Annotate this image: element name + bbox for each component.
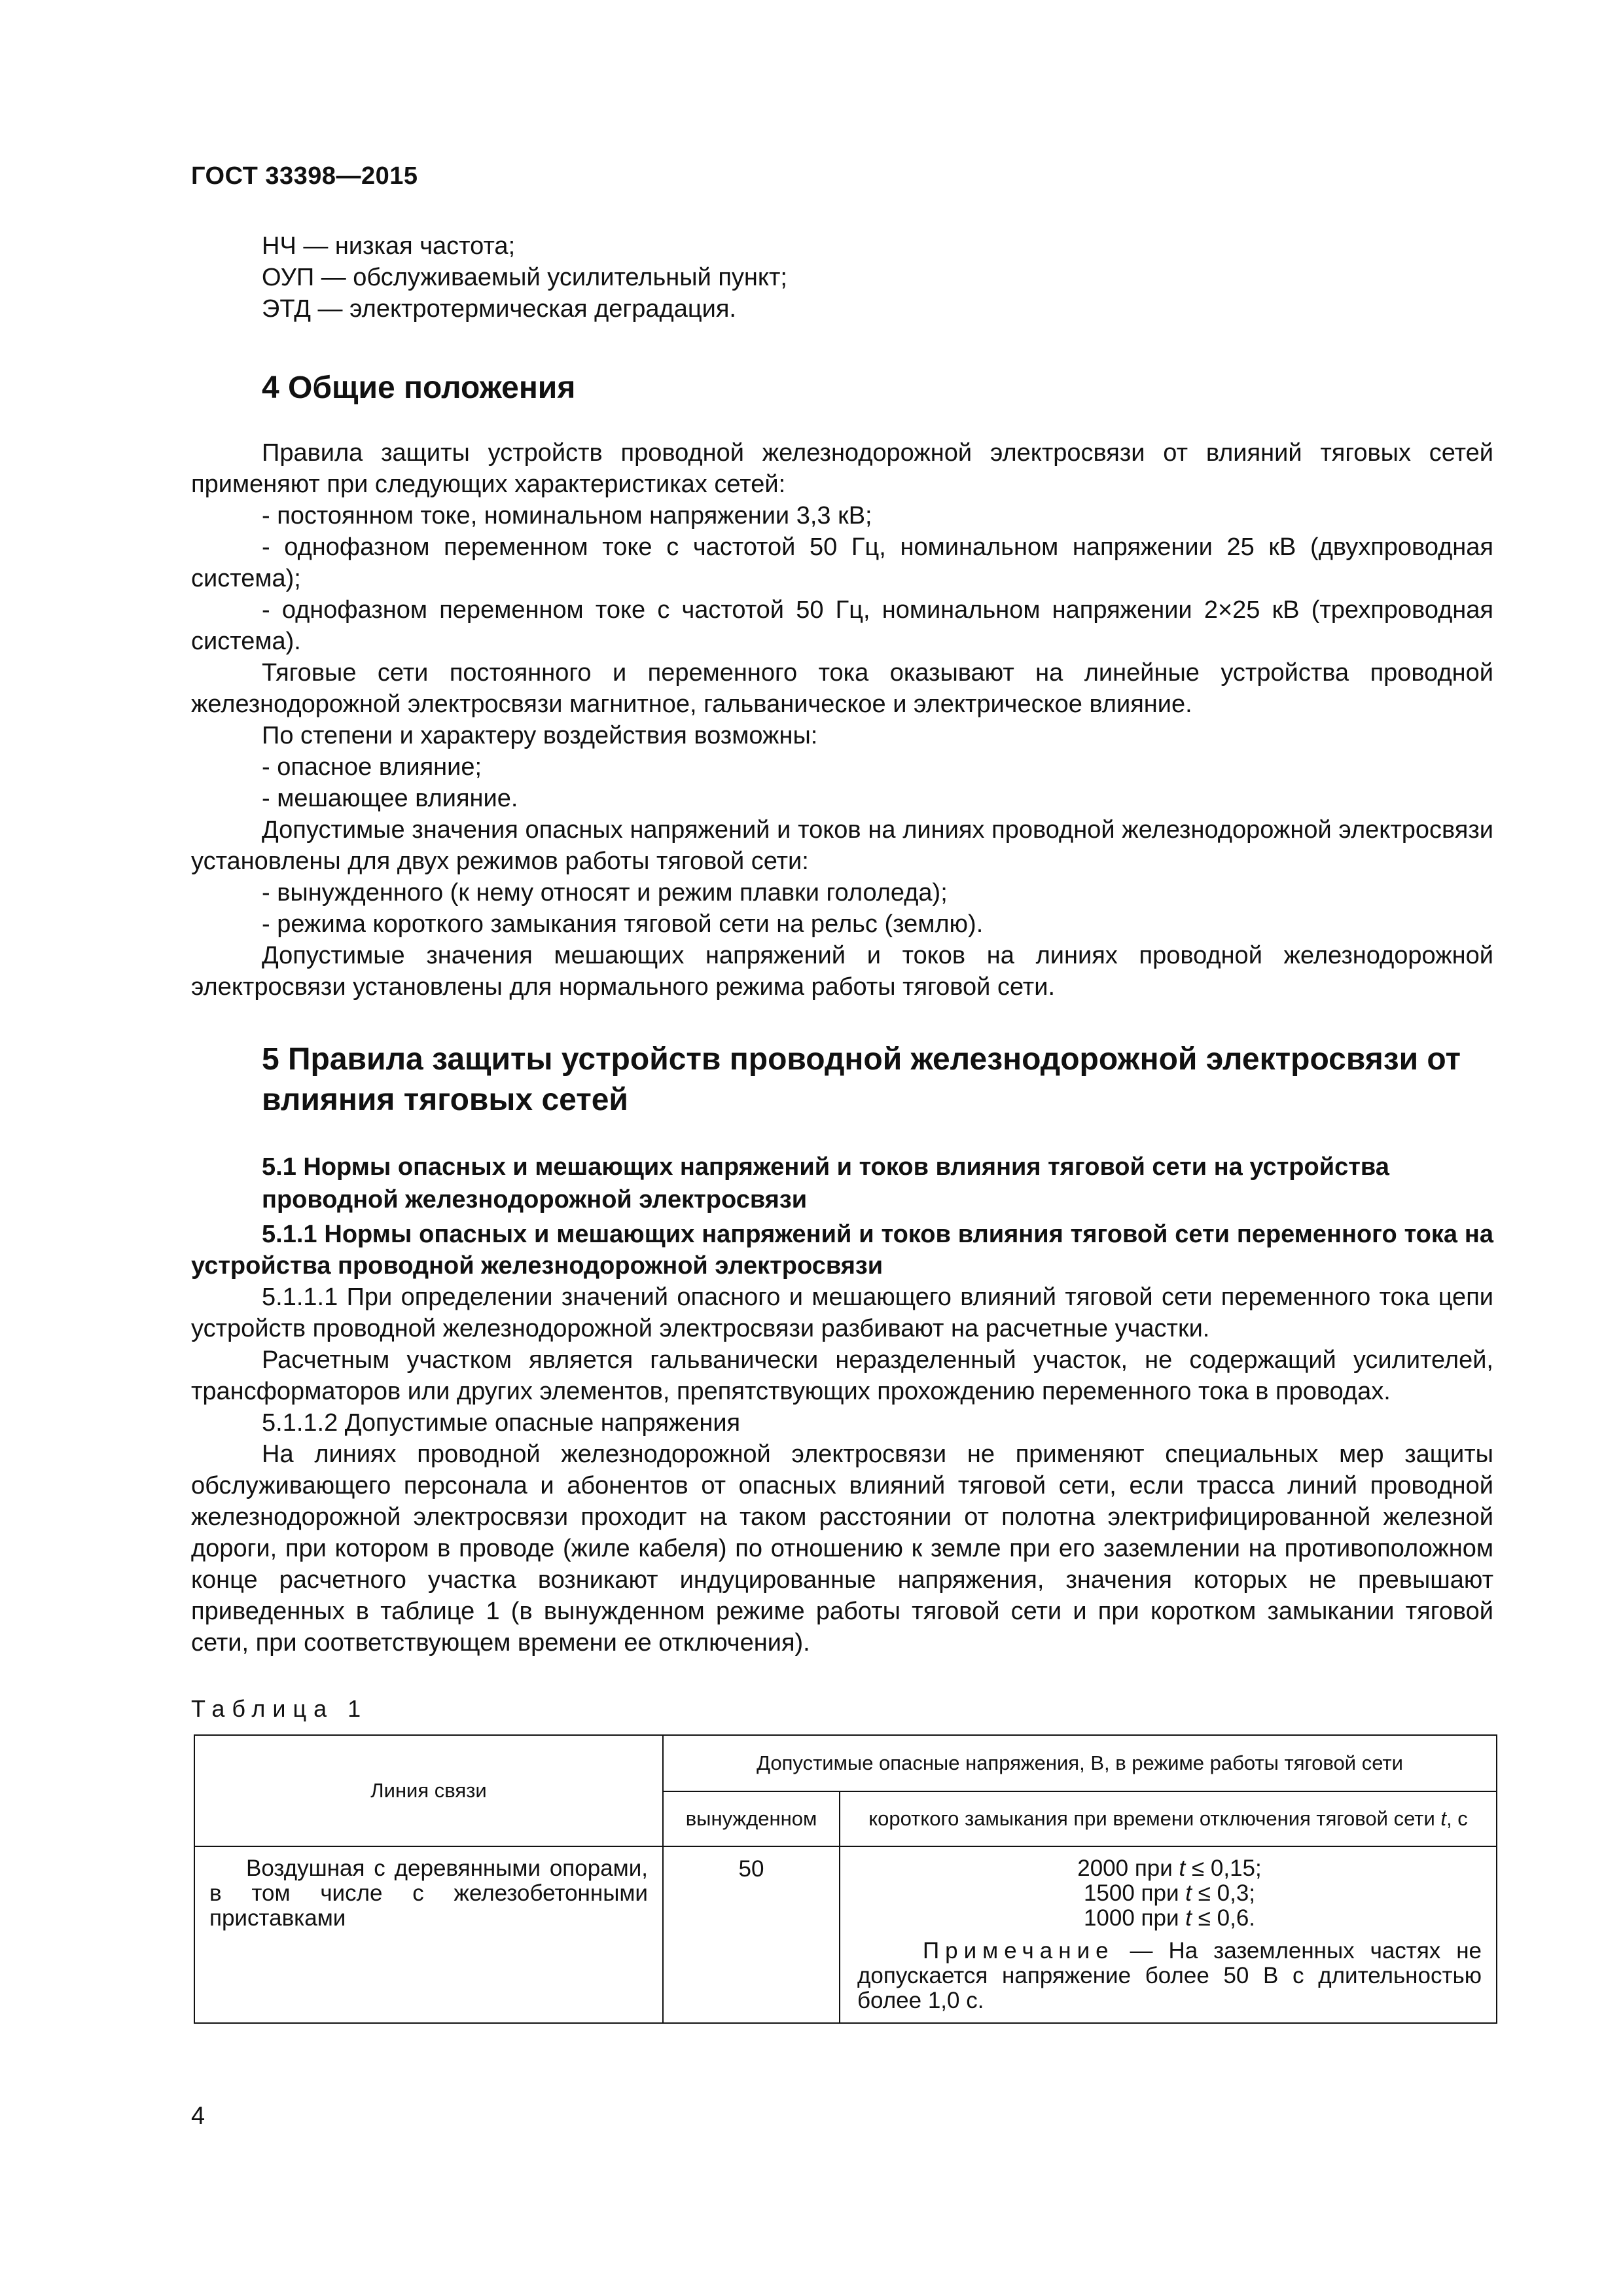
table-header-row <box>194 1735 1497 1791</box>
short-circuit-value <box>857 1906 1482 1931</box>
cell-short-circuit-values <box>840 1846 1497 2023</box>
header-text: , с <box>1446 1807 1468 1830</box>
document-id-header: ГОСТ 33398—2015 <box>191 162 418 190</box>
list-item: - вынужденного (к нему относят и режим плавки гололеда); <box>262 879 948 906</box>
list-item: - однофазном переменном токе с частотой 50 Гц, номинальном напряжении 2×25 кВ (трехпроводная система). <box>191 596 1493 655</box>
table-1 <box>194 1734 1497 2024</box>
short-circuit-value <box>857 1881 1482 1906</box>
paragraph: Допустимые значения мешающих напряжений и токов на линиях проводной железнодорожной электросвязи установлены для нормального режима работы тяговой сети. <box>191 942 1493 1001</box>
list-item: - режима короткого замыкания тяговой сети на рельс (землю). <box>262 910 984 938</box>
header-text: короткого замыкания при времени отключения тяговой сети <box>868 1807 1441 1830</box>
page-number: 4 <box>191 2102 205 2130</box>
list-item: - мешающее влияние. <box>262 785 518 812</box>
section-5-1-1-body <box>191 1219 1493 1659</box>
cell-forced-value: 50 <box>663 1846 840 2023</box>
paragraph: Тяговые сети постоянного и переменного тока оказывают на линейные устройства проводной железнодорожной электросвязи магнитное, гальваническое и электрическое влияние. <box>191 659 1493 718</box>
paragraph: Правила защиты устройств проводной железнодорожной электросвязи от влияний тяговых сетей применяют при следующих характеристиках сетей: <box>191 439 1493 498</box>
abbreviation-item: НЧ — низкая частота; <box>262 232 516 260</box>
paragraph: На линиях проводной железнодорожной электросвязи не применяют специальных мер защиты обслуживающего персонала и абонентов от опасных влияний тяговой сети, если трасса линий проводной железнодорожной электросвязи проходит на таком расстоянии от полотна электрифицированной железной дороги, при котором в проводе (жиле кабеля) по отношению к земле при его заземлении на противоположном конце расчетного участка возникают индуцированные напряжения, значения которых не превышают приведенных в таблице 1 (в вынужденном режиме работы тяговой сети и при коротком замыкании тяговой сети, при соответствующем времени ее отключения). <box>191 1441 1493 1657</box>
subsection-5-1-1-2-title: 5.1.1.2 Допустимые опасные напряжения <box>262 1409 741 1437</box>
section-4-heading: 4 Общие положения <box>262 370 576 405</box>
note-label: Примечание <box>923 1938 1115 1964</box>
list-item: - опасное влияние; <box>262 753 482 781</box>
cell-line-type: Воздушная с деревянными опорами, в том числе с железобетонными приставками <box>194 1846 663 2023</box>
column-header-line: Линия связи <box>194 1735 663 1846</box>
note-text: — На заземленных частях не допускается напряжение более 50 В с длительностью более 1,0 с. <box>857 1938 1482 2013</box>
section-5-1-heading: 5.1 Нормы опасных и мешающих напряжений и токов влияния тяговой сети на устройства проводной железнодорожной электросвязи <box>262 1153 1389 1213</box>
table-note <box>857 1939 1482 2013</box>
short-circuit-value-list <box>857 1856 1482 1931</box>
variable-t: t <box>1179 1856 1186 1881</box>
value-text: ≤ 0,3; <box>1191 1880 1256 1906</box>
paragraph: 5.1.1.1 При определении значений опасного и мешающего влияний тяговой сети переменного тока цепи устройств проводной железнодорожной электросвязи разбивают на расчетные участки. <box>191 1283 1493 1342</box>
value-text: ≤ 0,15; <box>1185 1856 1262 1881</box>
value-text: ≤ 0,6. <box>1191 1905 1256 1931</box>
abbreviation-list <box>191 230 1493 325</box>
abbreviation-item: ЭТД — электротермическая деградация. <box>262 295 736 323</box>
section-4-body <box>191 437 1493 1003</box>
section-5-heading: 5 Правила защиты устройств проводной железнодорожной электросвязи от влияния тяговых сетей <box>262 1042 1461 1117</box>
paragraph: Допустимые значения опасных напряжений и токов на линиях проводной железнодорожной электросвязи установлены для двух режимов работы тяговой сети: <box>191 816 1493 875</box>
column-header-short-circuit <box>840 1791 1497 1846</box>
variable-t: t <box>1440 1807 1447 1830</box>
short-circuit-value <box>857 1856 1482 1881</box>
value-text: 1500 при <box>1083 1880 1186 1906</box>
abbreviation-item: ОУП — обслуживаемый усилительный пункт; <box>262 264 787 291</box>
table-row <box>194 1846 1497 2023</box>
column-header-group: Допустимые опасные напряжения, В, в режиме работы тяговой сети <box>663 1735 1497 1791</box>
column-header-forced: вынужденном <box>663 1791 840 1846</box>
variable-t: t <box>1185 1880 1192 1906</box>
paragraph: По степени и характеру воздействия возможны: <box>262 722 818 749</box>
paragraph: Расчетным участком является гальванически неразделенный участок, не содержащий усилителей, трансформаторов или других элементов, препятствующих прохождению переменного тока в проводах. <box>191 1346 1493 1405</box>
list-item: - постоянном токе, номинальном напряжении 3,3 кВ; <box>262 502 872 529</box>
table-caption: Таблица 1 <box>191 1695 368 1722</box>
list-item: - однофазном переменном токе с частотой 50 Гц, номинальном напряжении 25 кВ (двухпроводная система); <box>191 533 1493 592</box>
variable-t: t <box>1185 1905 1192 1931</box>
value-text: 2000 при <box>1077 1856 1179 1881</box>
value-text: 1000 при <box>1083 1905 1186 1931</box>
section-5-1-1-heading: 5.1.1 Нормы опасных и мешающих напряжений и токов влияния тяговой сети переменного тока на устройства проводной железнодорожной электросвязи <box>191 1221 1493 1280</box>
